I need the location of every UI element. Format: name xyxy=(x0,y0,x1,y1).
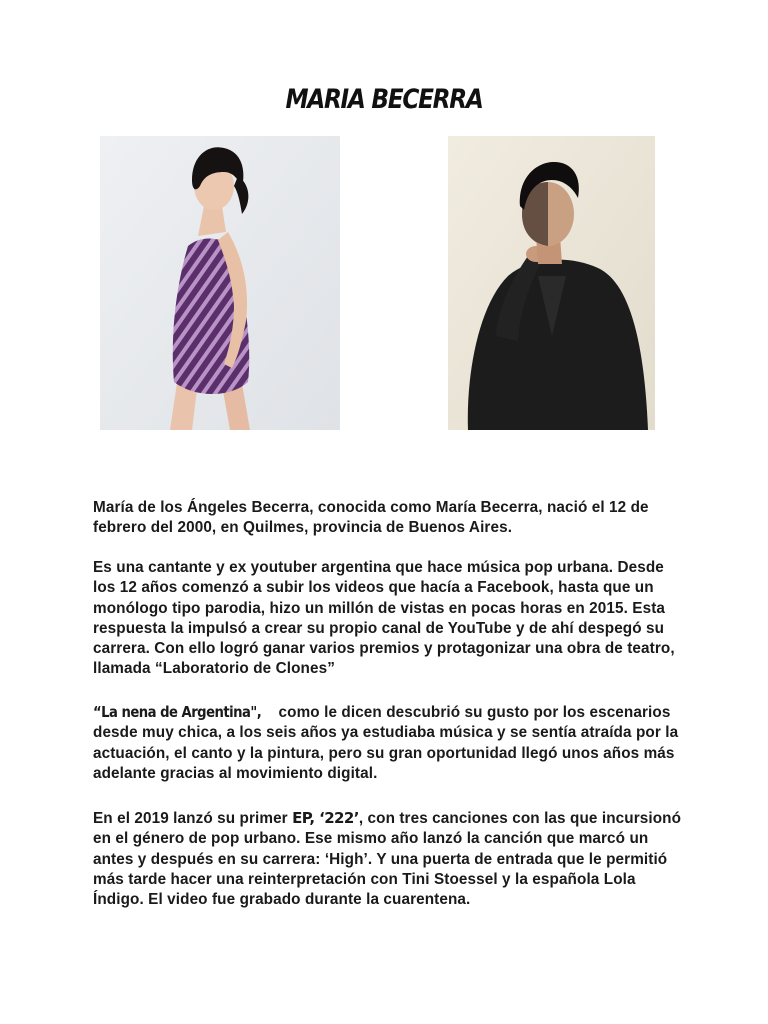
paragraph-career: Es una cantante y ex youtuber argentina que hace música pop urbana. Desde los 12 años comenzó a subir los videos que hacía a Facebook, hasta que un monólogo tipo parodia, hizo un millón de vistas en pocas horas en 2015. Esta respuesta la impulsó a crear su propio canal de YouTube y de ahí despegó su carrera. Con ello logró ganar varios premios y protagonizar una obra de teatro, llamada “Laboratorio de Clones” xyxy=(93,559,675,678)
photo-woman-purple-dress-image xyxy=(100,136,340,430)
paragraph-ep xyxy=(93,808,683,910)
nickname-highlight: “La nena de Argentina", xyxy=(93,703,262,721)
ep-highlight: EP, ‘222’ xyxy=(292,809,359,827)
paragraph-nickname xyxy=(93,702,683,784)
paragraph-birth: María de los Ángeles Becerra, conocida como María Becerra, nació el 12 de febrero del 2000, en Quilmes, provincia de Buenos Aires. xyxy=(93,499,649,537)
photo-woman-black-suit xyxy=(448,136,655,430)
photo-woman-black-suit-image xyxy=(448,136,655,430)
paragraph-nickname-text: como le dicen descubrió su gusto por los escenarios desde muy chica, a los seis años ya estudiaba música y se sentía atraída por la actuación, el canto y la pintura, pero su gran oportunidad llegó unos años más adelante gracias al movimiento digital. xyxy=(93,704,679,782)
paragraph-ep-text: , con tres canciones con las que incursionó en el género de pop urbano. Ese mismo año lanzó la canción que marcó un antes y después en su carrera: ‘High’. Y una puerta de entrada que le permitió más tarde hacer una reinterpretación con Tini Stoessel y la española Lola Índigo. El video fue grabado durante la cuarentena. xyxy=(93,810,682,909)
paragraph-ep-start: En el 2019 lanzó su primer xyxy=(93,810,293,827)
photo-woman-purple-dress xyxy=(100,136,340,430)
document-title: MARIA BECERRA xyxy=(285,84,483,115)
